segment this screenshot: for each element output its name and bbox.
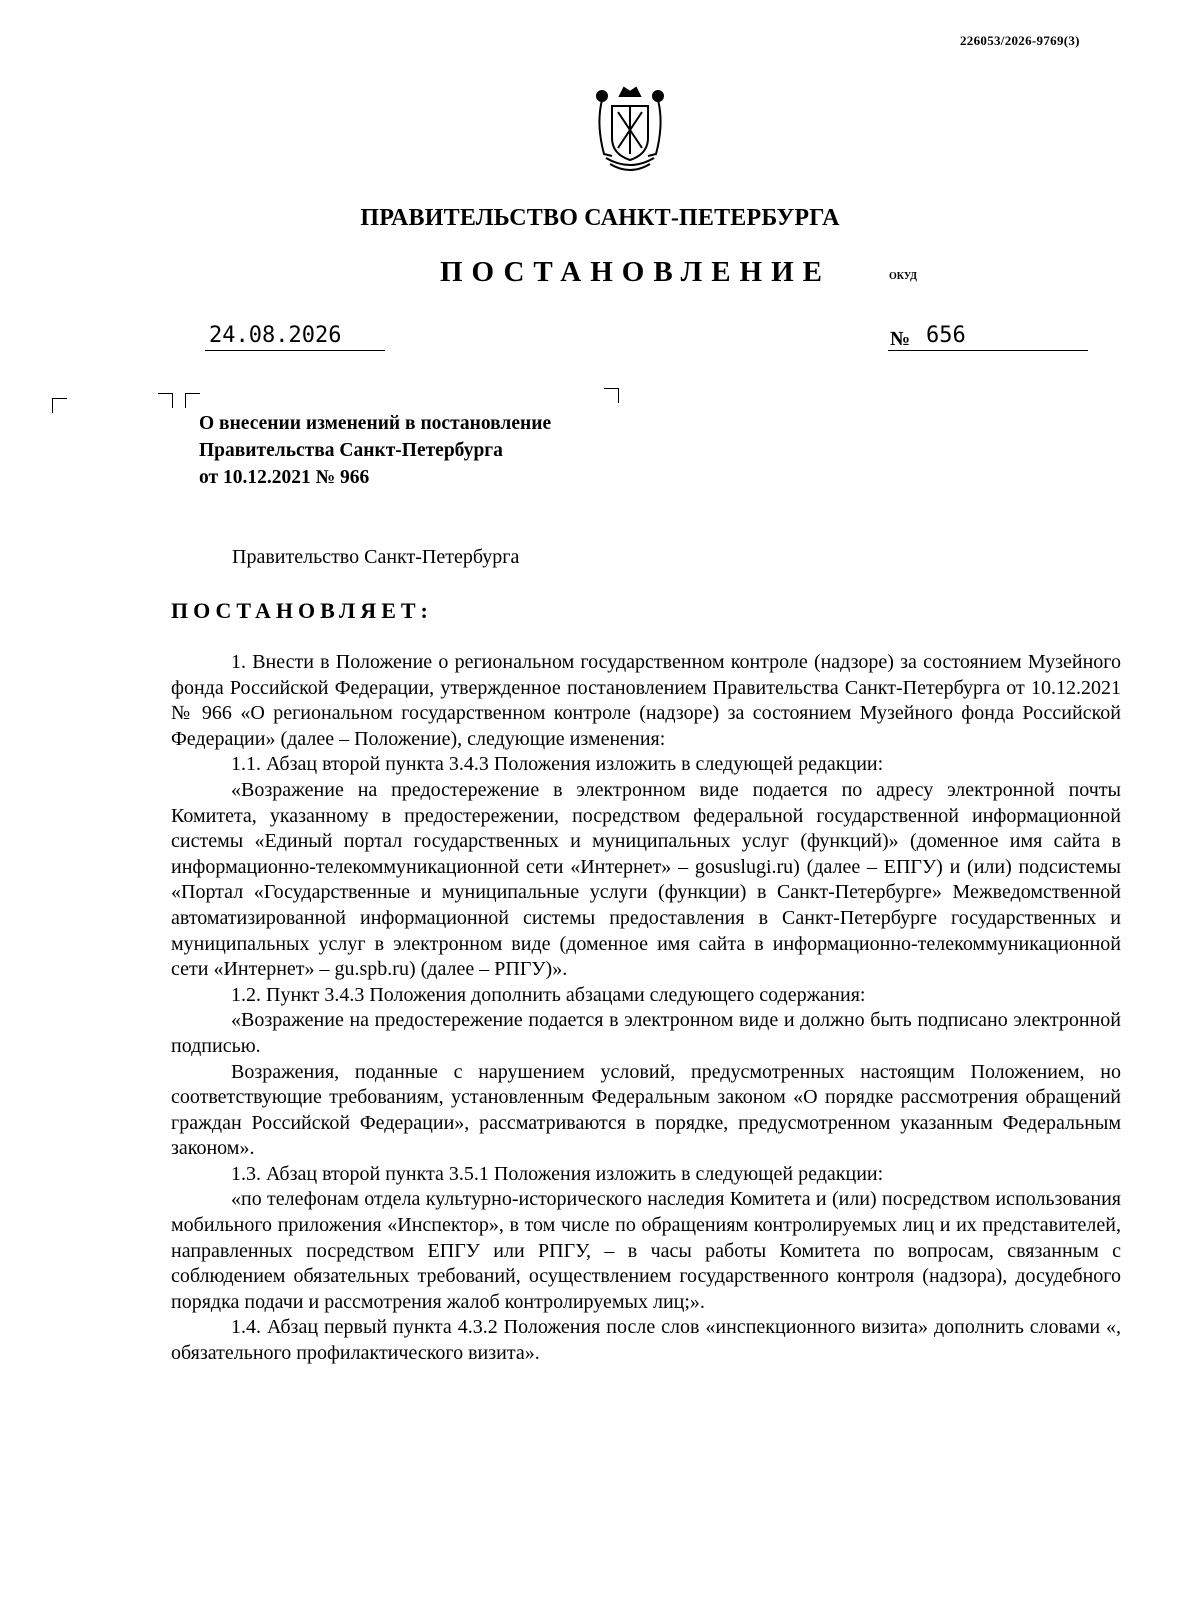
body-paragraph: Возражения, поданные с нарушением условий, предусмотренных настоящим Положением, но соответствующие требованиям, установленным Федеральным законом «О порядке рассмотрения обращений граждан Российской Федерации», рассматриваются в порядке, предусмотренном указанным Федеральным законом».	[171, 1060, 1121, 1160]
body-paragraph: «Возражение на предостережение в электронном виде подается по адресу электронной почты Комитета, указанному в предостережении, посредством федеральной государственной информационной системы «Единый портал государственных и муниципальных услуг (функций)» (доменное имя сайта в информационно-телекоммуникационной сети «Интернет» – gosuslugi.ru) (далее – ЕПГУ) и (или) подсистемы «Портал «Государственные и муниципальные услуги (функции) в Санкт-Петербурге» Межведомственной автоматизированной информационной системы предоставления в Санкт-Петербурге государственных и муниципальных услуг в электронном виде (доменное имя сайта в информационно-телекоммуникационной сети «Интернет» – gu.spb.ru) (далее – РПГУ)».	[171, 778, 1121, 981]
preamble: Правительство Санкт-Петербурга	[232, 546, 520, 568]
body-paragraph: «Возражение на предостережение подается в электронном виде и должно быть подписано электронной подписью.	[171, 1009, 1121, 1057]
issuer-title: ПРАВИТЕЛЬСТВО САНКТ-ПЕТЕРБУРГА	[360, 205, 840, 231]
body-paragraph: 1.3. Абзац второй пункта 3.5.1 Положения изложить в следующей редакции:	[231, 1162, 884, 1185]
subject-corner-mark	[158, 393, 173, 408]
body-paragraph: 1.4. Абзац первый пункта 4.3.2 Положения после слов «инспекционного визита» дополнить словами «, обязательного профилактического визита».	[171, 1316, 1121, 1365]
document-date: 24.08.2026	[209, 323, 342, 348]
resolves-heading: ПОСТАНОВЛЯЕТ:	[171, 598, 433, 623]
document-number: 656	[926, 323, 966, 348]
subject-corner-mark	[185, 393, 200, 408]
body-paragraph: 1. Внести в Положение о региональном государственном контроле (надзоре) за состоянием Музейного фонда Российской Федерации, утвержденное постановлением Правительства Санкт-Петербурга от 10.12.2021 № 966 «О региональном государственном контроле (надзоре) за состоянием Музейного фонда Российской Федерации» (далее – Положение), следующие изменения:	[171, 651, 1121, 750]
subject-line: О внесении изменений в постановление	[199, 413, 552, 434]
subject-corner-mark	[604, 388, 619, 403]
body-paragraph: «по телефонам отдела культурно-исторического наследия Комитета и (или) посредством использования мобильного приложения «Инспектор», в том числе по обращениям контролируемых лиц и их представителей, направленных посредством ЕПГУ или РПГУ, – в часы работы Комитета по вопросам, связанным с соблюдением обязательных требований, осуществлением государственного контроля (надзора), досудебного порядка подачи и рассмотрения жалоб контролируемых лиц;».	[171, 1188, 1121, 1313]
subject-line: Правительства Санкт-Петербурга	[199, 440, 503, 461]
okud-label: ОКУД	[889, 271, 918, 282]
document-type-title: ПОСТАНОВЛЕНИЕ	[440, 256, 832, 288]
body-paragraph: 1.1. Абзац второй пункта 3.4.3 Положения изложить в следующей редакции:	[231, 753, 884, 776]
margin-corner-mark	[52, 398, 67, 413]
number-underline	[888, 350, 1088, 351]
number-sign: №	[890, 328, 911, 350]
document-subject	[199, 410, 551, 491]
date-underline	[205, 350, 385, 351]
document-body	[171, 650, 1121, 1367]
document-registration-number: 226053/2026-9769(3)	[960, 33, 1080, 48]
subject-line: от 10.12.2021 № 966	[199, 467, 370, 488]
coat-of-arms-icon	[582, 84, 678, 180]
body-paragraph: 1.2. Пункт 3.4.3 Положения дополнить абзацами следующего содержания:	[231, 983, 866, 1006]
